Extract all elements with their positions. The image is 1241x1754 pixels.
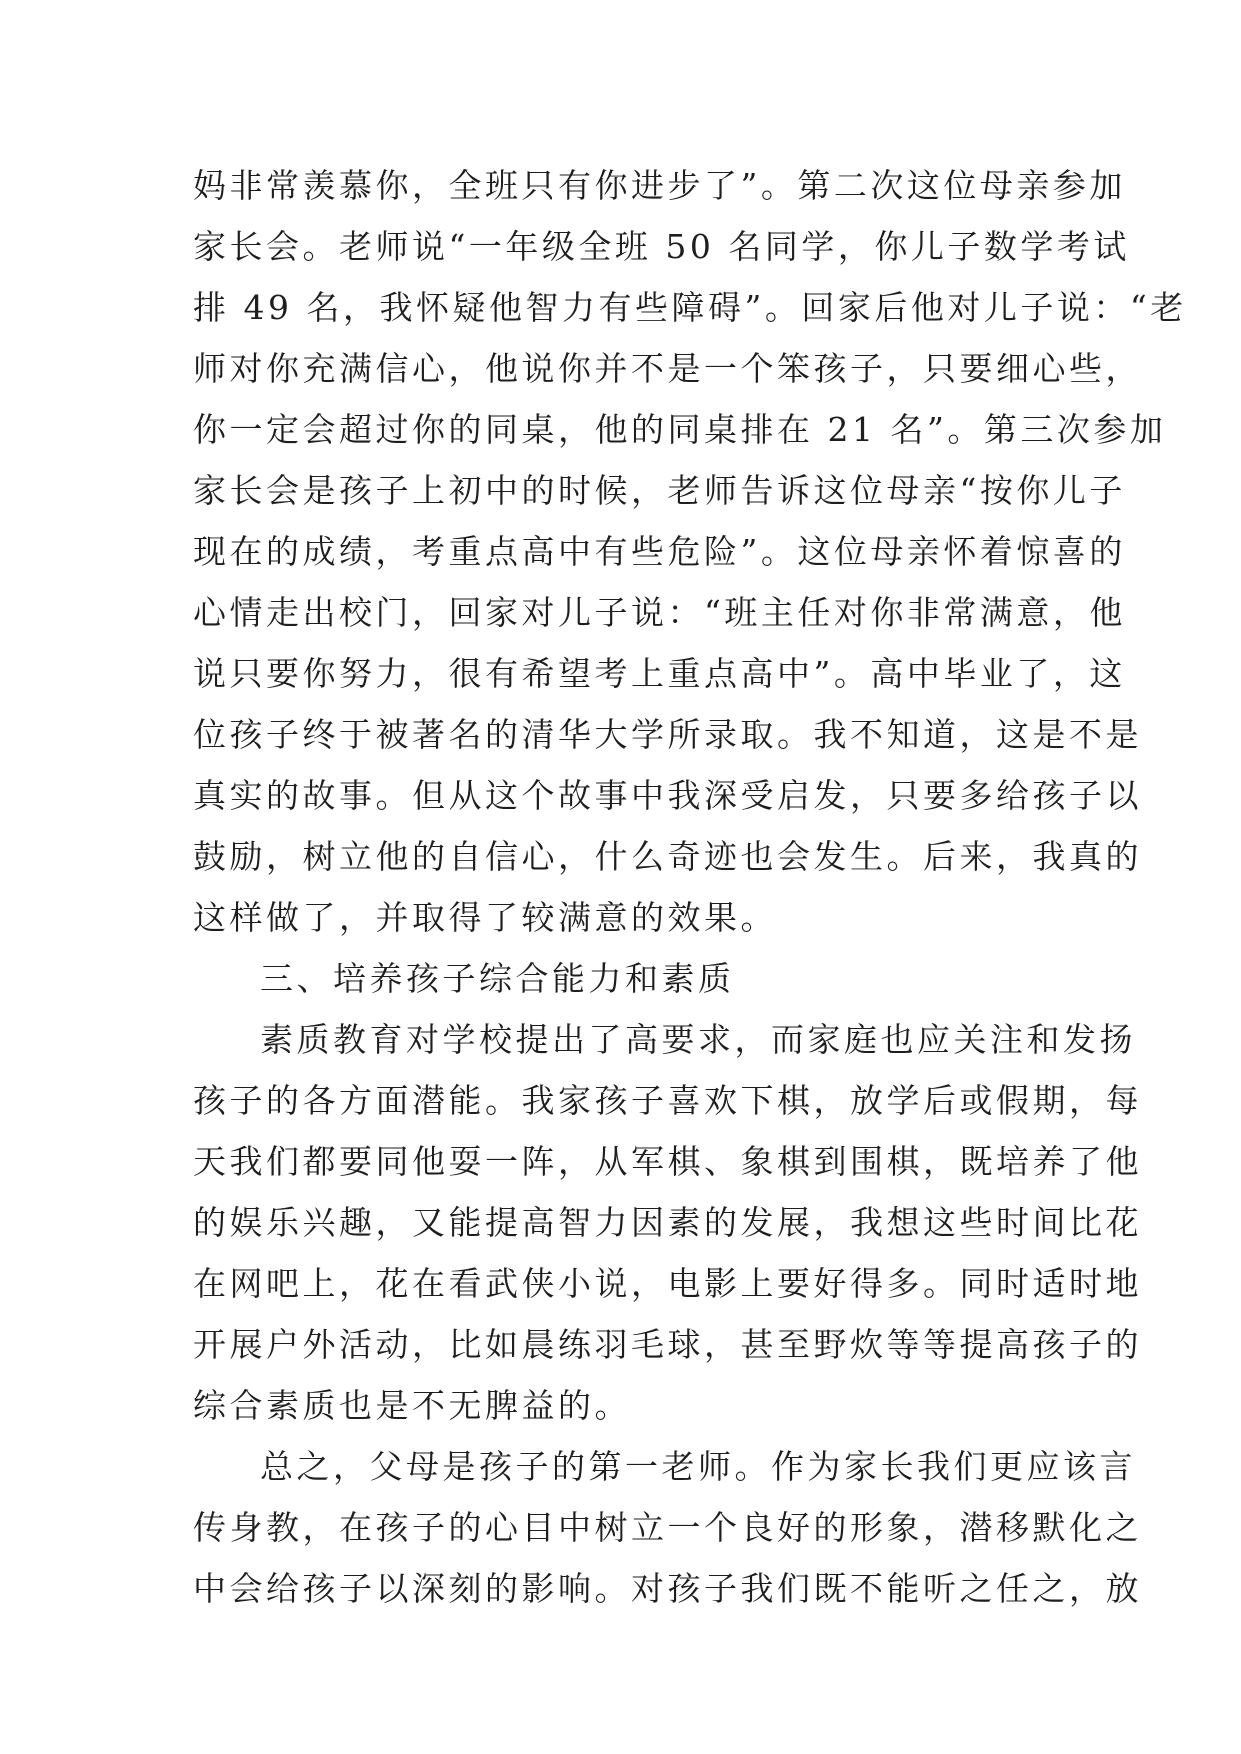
text-line: 开展户外活动，比如晨练羽毛球，甚至野炊等等提高孩子的 — [193, 1325, 1142, 1364]
text-line: 排 49 名，我怀疑他智力有些障碍”。回家后他对儿子说：“老 — [193, 288, 1187, 327]
text-line: 综合素质也是不无脾益的。 — [193, 1386, 631, 1425]
text-line: 鼓励，树立他的自信心，什么奇迹也会发生。后来，我真的 — [193, 837, 1142, 876]
text-line: 你一定会超过你的同桌，他的同桌排在 21 名”。第三次参加 — [193, 410, 1167, 449]
document-body-text — [193, 155, 1187, 1619]
text-line: 家长会是孩子上初中的时候，老师告诉这位母亲“按你儿子 — [193, 471, 1126, 510]
text-line: 在网吧上，花在看武侠小说，电影上要好得多。同时适时地 — [193, 1264, 1142, 1303]
text-line: 说只要你努力，很有希望考上重点高中”。高中毕业了，这 — [193, 654, 1126, 693]
text-line: 的娱乐兴趣，又能提高智力因素的发展，我想这些时间比花 — [193, 1203, 1142, 1242]
text-line: 这样做了，并取得了较满意的效果。 — [193, 898, 777, 937]
text-line: 心情走出校门，回家对儿子说：“班主任对你非常满意，他 — [193, 593, 1126, 632]
text-line: 中会给孩子以深刻的影响。对孩子我们既不能听之任之，放 — [193, 1569, 1142, 1608]
text-line: 现在的成绩，考重点高中有些危险”。这位母亲怀着惊喜的 — [193, 532, 1126, 571]
text-line: 天我们都要同他耍一阵，从军棋、象棋到围棋，既培养了他 — [193, 1142, 1142, 1181]
text-line: 位孩子终于被著名的清华大学所录取。我不知道，这是不是 — [193, 715, 1142, 754]
text-line: 孩子的各方面潜能。我家孩子喜欢下棋，放学后或假期，每 — [193, 1081, 1142, 1120]
text-line: 三、培养孩子综合能力和素质 — [260, 959, 735, 998]
text-line: 师对你充满信心，他说你并不是一个笨孩子，只要细心些， — [193, 349, 1142, 388]
text-line: 素质教育对学校提出了高要求，而家庭也应关注和发扬 — [260, 1020, 1136, 1059]
text-line: 妈非常羡慕你，全班只有你进步了”。第二次这位母亲参加 — [193, 166, 1126, 205]
text-line: 总之，父母是孩子的第一老师。作为家长我们更应该言 — [260, 1447, 1136, 1486]
text-line: 传身教，在孩子的心目中树立一个良好的形象，潜移默化之 — [193, 1508, 1142, 1547]
text-line: 真实的故事。但从这个故事中我深受启发，只要多给孩子以 — [193, 776, 1142, 815]
text-line: 家长会。老师说“一年级全班 50 名同学，你儿子数学考试 — [193, 227, 1130, 266]
